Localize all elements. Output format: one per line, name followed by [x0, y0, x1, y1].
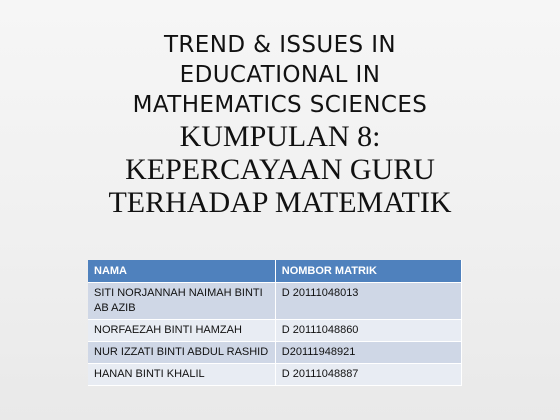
- cell-nombor-matrik: D20111948921: [275, 342, 461, 364]
- cell-nombor-matrik: D 20111048013: [275, 283, 461, 320]
- table-row: [88, 364, 462, 386]
- column-header-nama: NAMA: [88, 260, 275, 283]
- cell-nama: HANAN BINTI KHALIL: [88, 364, 275, 386]
- cell-nama: SITI NORJANNAH NAIMAH BINTI AB AZIB: [88, 283, 275, 320]
- slide-title-line-3: MATHEMATICS SCIENCES: [132, 92, 428, 118]
- cell-nama: NORFAEZAH BINTI HAMZAH: [88, 320, 275, 342]
- column-header-nombor-matrik: NOMBOR MATRIK: [275, 260, 461, 283]
- table-row: [88, 283, 462, 320]
- slide-subtitle-line-3: TERHADAP MATEMATIK: [108, 186, 452, 219]
- slide-title-line-1: TREND & ISSUES IN: [163, 32, 397, 58]
- member-table: [88, 260, 462, 386]
- slide-subtitle-line-2: KEPERCAYAAN GURU: [125, 153, 435, 186]
- slide-title-line-2: EDUCATIONAL IN: [179, 62, 381, 88]
- cell-nombor-matrik: D 20111048887: [275, 364, 461, 386]
- cell-nombor-matrik: D 20111048860: [275, 320, 461, 342]
- table-row: [88, 342, 462, 364]
- slide-subtitle-line-1: KUMPULAN 8:: [179, 120, 381, 153]
- table-header-row: [88, 260, 462, 283]
- slide-title-block: [0, 30, 560, 219]
- table-row: [88, 320, 462, 342]
- cell-nama: NUR IZZATI BINTI ABDUL RASHID: [88, 342, 275, 364]
